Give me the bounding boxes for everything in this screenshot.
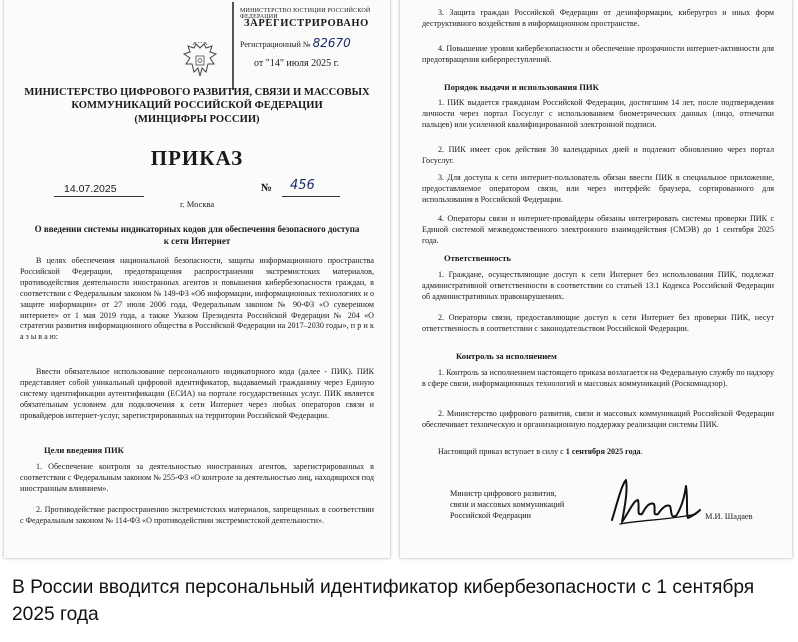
signer-title xyxy=(450,488,564,521)
intro-paragraph: Ввести обязательное использование персонального индикаторного кода (далее - ПИК). ПИК представляет собой уникальный цифровой идентификатор, выдаваемый гражданину через Единую систему идентификации аутентификации (ЕСИА) на портале государственных услуг. ПИК является обязательным условием для подключения к сети Интернет через любых операторов связи и провайдеров интернет-услуг, зарегистрированных на территории Российской Федерации. xyxy=(20,367,374,420)
coat-of-arms-icon xyxy=(182,42,218,82)
signer-title-line-1: Министр цифрового развития, xyxy=(450,489,557,498)
procedure-3: 3. Для доступа к сети интернет-пользователь обязан ввести ПИК в специальное приложение, предоставляемое оператором связи, или через интерфейс браузера, сортированного для использования в Российской Федерации. xyxy=(422,173,774,204)
signer-title-line-3: Российской Федерации xyxy=(450,511,532,520)
stamp-header: МИНИСТЕРСТВО ЮСТИЦИИ РОССИЙСКОЙ ФЕДЕРАЦИИ xyxy=(240,8,371,20)
stamp-reg-label: Регистрационный № xyxy=(240,40,311,49)
goal-1: 1. Обеспечение контроля за деятельностью иностранных агентов, зарегистрированных в соответствии с Федеральным законом № 255-ФЗ «О контроле за деятельностью лиц, находящихся под иностранным влиянием». xyxy=(20,462,374,493)
order-city: г. Москва xyxy=(180,199,215,209)
procedure-1: 1. ПИК выдается гражданам Российской Федерации, достигшим 14 лет, после подтверждения личности через портал Госуслуг с использованием биометрических данных (лицо, отпечатки пальцев) или усиленной квалифицированной электронной подписи. xyxy=(422,98,774,129)
effective-prefix: Настоящий приказ вступает в силу с xyxy=(438,447,566,456)
goal-2: 2. Противодействие распространению экстремистских материалов, запрещенных в соответствии с Федеральным законом № 114-ФЗ «О противодействии экстремистской деятельности». xyxy=(20,505,374,525)
signer-name: М.И. Шадаев xyxy=(705,512,753,521)
procedure-heading: Порядок выдачи и использования ПИК xyxy=(444,82,599,92)
control-2: 2. Министерство цифрового развития, связи и массовых коммуникаций Российской Федерации обеспечивает техническую и организационную поддержку реализации системы ПИК. xyxy=(422,409,774,429)
control-1: 1. Контроль за исполнением настоящего приказа возлагается на Федеральную службу по надзору в сфере связи, информационных технологий и массовых коммуникаций (Роскомнадзор). xyxy=(422,368,774,388)
ministry-short-name: (МИНЦИФРЫ РОССИИ) xyxy=(134,114,260,125)
procedure-2: 2. ПИК имеет срок действия 30 календарных дней и подлежит обновлению через портал Госуслуг. xyxy=(422,145,774,165)
order-number-label: № xyxy=(261,182,273,194)
goal-4: 4. Повышение уровня кибербезопасности и обеспечение прозрачности интернет-активности для предотвращения киберпреступлений. xyxy=(422,44,774,64)
effective-date-statement xyxy=(422,447,774,458)
goals-heading: Цели введения ПИК xyxy=(44,445,124,455)
responsibility-heading: Ответственность xyxy=(444,253,511,263)
preamble-paragraph: В целях обеспечения национальной безопасности, защиты информационного пространства Российской Федерации, предотвращения распространения экстремистских материалов, противодействия деятельности иностранных агентов и повышения кибербезопасности граждан, в соответствии с Федеральным законом № 149-ФЗ «Об информации, информационных технологиях и о защите информации» от 27 июля 2006 года, Федеральным законом № 90-ФЗ «О суверенном интернете» от 1 мая 2019 года, а также Указом Президента Российской Федерации № 204 «О стратегии развития информационного общества в Российской Федерации на 2017–2030 годы», п р и к а з ы в а ю: xyxy=(20,256,374,342)
order-title: ПРИКАЗ xyxy=(150,146,244,170)
procedure-4: 4. Операторы связи и интернет-провайдеры обязаны интегрировать системы проверки ПИК с Единой системой межведомственного электронного взаимодействия (СМЭВ) до 1 сентября 2025 года. xyxy=(422,214,774,245)
order-number: 456 xyxy=(290,178,315,193)
order-page-2 xyxy=(400,0,792,558)
order-subject: О введении системы индикаторных кодов для обеспечения безопасного доступа к сети Интернет xyxy=(34,224,360,246)
ministry-name: МИНИСТЕРСТВО ЦИФРОВОГО РАЗВИТИЯ, СВЯЗИ И МАССОВЫХ КОММУНИКАЦИЙ РОССИЙСКОЙ ФЕДЕРАЦИИ xyxy=(24,87,370,111)
stamp-date-prefix: от xyxy=(254,58,264,69)
stamp-reg-number: 82670 xyxy=(312,36,351,50)
stamp-date-line xyxy=(254,58,339,69)
control-heading: Контроль за исполнением xyxy=(456,351,557,361)
responsibility-1: 1. Граждане, осуществляющие доступ к сети Интернет без использования ПИК, подлежат административной ответственности в соответствии со статьей 13.1 Кодекса Российской Федерации об административных правонарушениях. xyxy=(422,270,774,301)
stamp-date-month-year: июля 2025 г. xyxy=(286,58,340,69)
order-date: 14.07.2025 xyxy=(64,183,117,195)
effective-date: 1 сентября 2025 года xyxy=(565,447,641,456)
number-underline xyxy=(282,196,340,197)
responsibility-2: 2. Операторы связи, предоставляющие доступ к сети Интернет без проверки ПИК, несут ответственность в соответствии с законодательством Российской Федерации. xyxy=(422,313,774,333)
date-underline xyxy=(54,196,144,197)
registration-stamp xyxy=(232,2,380,90)
order-page-1 xyxy=(4,0,390,558)
signature-icon xyxy=(600,470,710,534)
signer-title-line-2: связи и массовых коммуникаций xyxy=(450,500,565,509)
stamp-title: ЗАРЕГИСТРИРОВАНО xyxy=(244,18,369,29)
stamp-date-day: "14" xyxy=(265,58,284,69)
goal-3: 3. Защита граждан Российской Федерации от дезинформации, киберугроз и иных форм деструктивного воздействия в информационном пространстве. xyxy=(422,8,774,28)
stamp-reg-line xyxy=(240,36,351,50)
effective-suffix: . xyxy=(640,447,643,456)
post-caption: В России вводится персональный идентификатор кибербезопасности с 1 сентября 2025 года xyxy=(12,577,755,625)
